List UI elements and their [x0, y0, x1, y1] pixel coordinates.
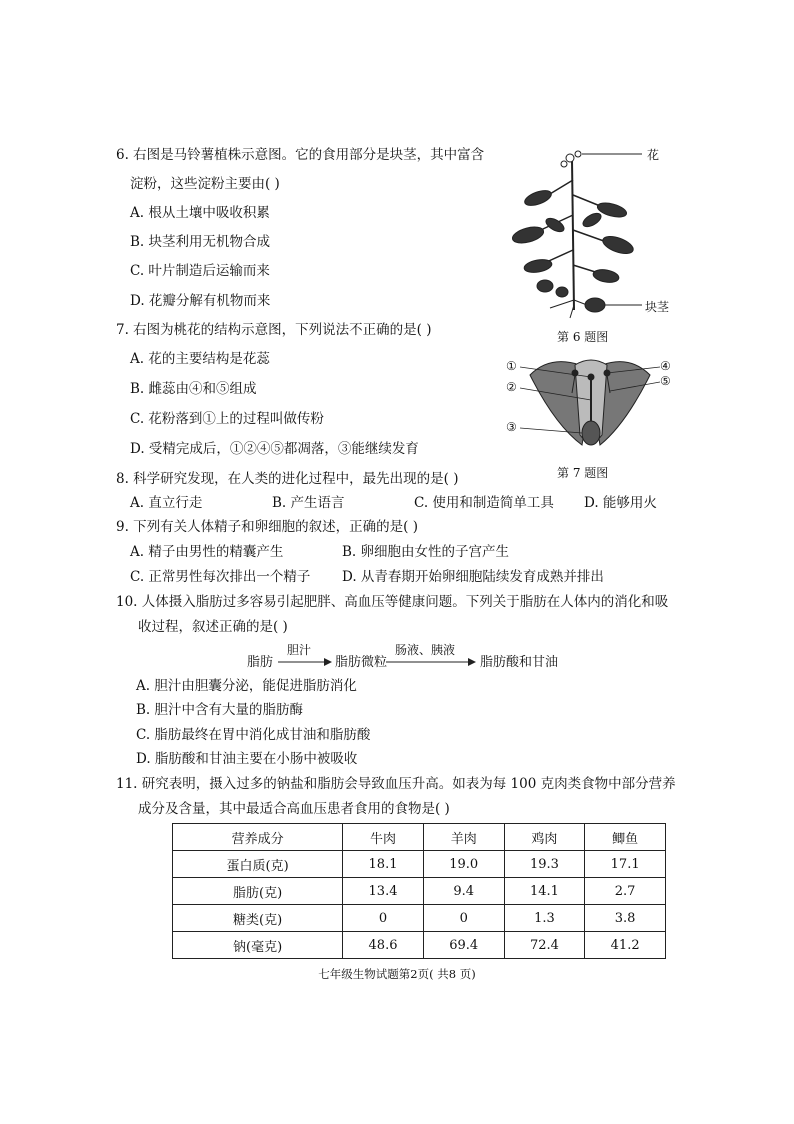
q10-option-c: C. 脂肪最终在胃中消化成甘油和脂肪酸	[136, 727, 371, 743]
table-cell: 糖类(克)	[173, 905, 343, 932]
flow-bile: 胆汁	[287, 643, 312, 657]
table-cell: 1.3	[504, 905, 585, 932]
q7-option-a: A. 花的主要结构是花蕊	[130, 351, 270, 367]
table-cell: 0	[343, 905, 424, 932]
q10-option-b: B. 胆汁中含有大量的脂肪酶	[136, 702, 304, 718]
q9-option-a: A. 精子由男性的精囊产生	[130, 544, 284, 560]
table-header-cell: 牛肉	[343, 824, 424, 851]
table-row	[173, 905, 666, 932]
q8-option-d: D. 能够用火	[584, 495, 657, 511]
flower-label-3: ③	[506, 420, 517, 434]
table-cell: 19.0	[423, 851, 504, 878]
page-footer: 七年级生物试题第2页( 共8 页)	[318, 967, 476, 981]
table-cell: 2.7	[585, 878, 666, 905]
q11-stem-line2: 成分及含量，其中最适合高血压患者食用的食物是( )	[138, 801, 450, 817]
q6-option-a: A. 根从土壤中吸收积累	[130, 205, 270, 221]
q8-option-b: B. 产生语言	[272, 495, 345, 511]
table-cell: 脂肪(克)	[173, 878, 343, 905]
table-header-cell: 羊肉	[423, 824, 504, 851]
q7-option-c: C. 花粉落到①上的过程叫做传粉	[130, 411, 324, 427]
flow-juices: 肠液、胰液	[395, 643, 456, 657]
table-cell: 19.3	[504, 851, 585, 878]
table-row	[173, 851, 666, 878]
table-row	[173, 878, 666, 905]
table-header-cell: 鲫鱼	[585, 824, 666, 851]
peach-flower-figure	[520, 355, 660, 455]
q9-stem: 9. 下列有关人体精子和卵细胞的叙述，正确的是( )	[116, 519, 418, 535]
table-cell: 钠(毫克)	[173, 932, 343, 959]
q6-stem-line2: 淀粉，这些淀粉主要由( )	[130, 176, 280, 192]
q6-option-b: B. 块茎利用无机物合成	[130, 234, 271, 250]
table-cell: 13.4	[343, 878, 424, 905]
table-header-cell: 营养成分	[173, 824, 343, 851]
table-cell: 48.6	[343, 932, 424, 959]
q10-stem-line1: 10. 人体摄入脂肪过多容易引起肥胖、高血压等健康问题。下列关于脂肪在人体内的消化和吸	[116, 594, 669, 610]
flower-label-2: ②	[506, 380, 517, 394]
q6-option-c: C. 叶片制造后运输而来	[130, 263, 270, 279]
q8-stem: 8. 科学研究发现，在人类的进化过程中，最先出现的是( )	[116, 471, 459, 487]
flow-droplets: 脂肪微粒	[335, 655, 388, 670]
fig6-caption: 第 6 题图	[557, 330, 609, 344]
table-cell: 69.4	[423, 932, 504, 959]
flower-label-1: ①	[506, 359, 517, 373]
q10-stem-line2: 收过程，叙述正确的是( )	[138, 619, 288, 635]
q9-option-b: B. 卵细胞由女性的子宫产生	[342, 544, 510, 560]
flow-arrow-2	[386, 657, 478, 667]
flower-label-4: ④	[660, 359, 671, 373]
q6-option-d: D. 花瓣分解有机物而来	[130, 293, 271, 309]
table-cell: 蛋白质(克)	[173, 851, 343, 878]
fig7-caption: 第 7 题图	[557, 466, 609, 480]
q10-option-d: D. 脂肪酸和甘油主要在小肠中被吸收	[136, 751, 358, 767]
q11-stem-line1: 11. 研究表明，摄入过多的钠盐和脂肪会导致血压升高。如表为每 100 克肉类食物中部分营养	[116, 776, 676, 792]
table-cell: 3.8	[585, 905, 666, 932]
q9-option-d: D. 从青春期开始卵细胞陆续发育成熟并排出	[342, 569, 604, 585]
table-cell: 14.1	[504, 878, 585, 905]
q8-option-c: C. 使用和制造简单工具	[414, 495, 554, 511]
nutrition-table	[172, 823, 666, 959]
q8-option-a: A. 直立行走	[130, 495, 203, 511]
q7-option-b: B. 雌蕊由④和⑤组成	[130, 381, 257, 397]
table-cell: 9.4	[423, 878, 504, 905]
table-cell: 0	[423, 905, 504, 932]
label-flower: 花	[647, 148, 660, 162]
q7-stem: 7. 右图为桃花的结构示意图，下列说法不正确的是( )	[116, 322, 432, 338]
q9-option-c: C. 正常男性每次排出一个精子	[130, 569, 311, 585]
flow-arrow-1	[278, 657, 334, 667]
table-cell: 72.4	[504, 932, 585, 959]
q10-option-a: A. 胆汁由胆囊分泌，能促进脂肪消化	[136, 678, 357, 694]
q6-stem-line1: 6. 右图是马铃薯植株示意图。它的食用部分是块茎，其中富含	[116, 147, 485, 163]
q7-option-d: D. 受精完成后，①②④⑤都凋落，③能继续发育	[130, 441, 419, 457]
table-header-cell: 鸡肉	[504, 824, 585, 851]
potato-plant-figure	[500, 140, 670, 320]
label-tuber: 块茎	[645, 300, 670, 314]
flow-fat: 脂肪	[247, 655, 274, 670]
table-cell: 18.1	[343, 851, 424, 878]
flow-result: 脂肪酸和甘油	[480, 655, 559, 670]
table-row	[173, 932, 666, 959]
table-cell: 41.2	[585, 932, 666, 959]
table-header-row	[173, 824, 666, 851]
table-cell: 17.1	[585, 851, 666, 878]
flower-label-5: ⑤	[660, 374, 671, 388]
